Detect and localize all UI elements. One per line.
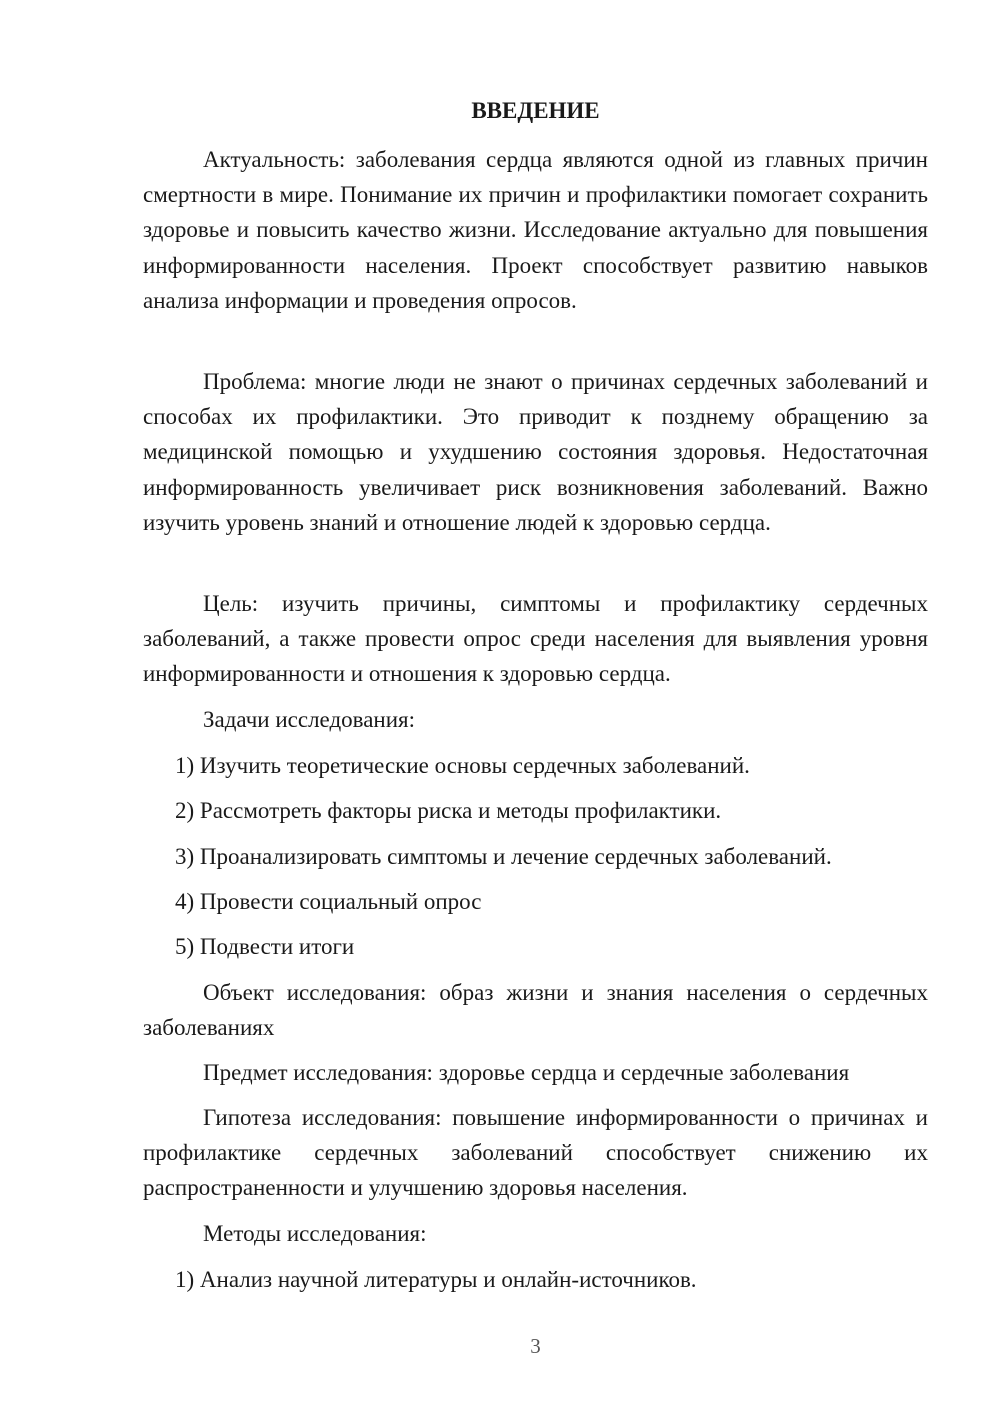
hypothesis-paragraph: Гипотеза исследования: повышение информированности о причинах и профилактике сердечных заболеваний способствует снижению их распространенности и улучшению здоровья населения. xyxy=(143,1105,928,1201)
object-paragraph: Объект исследования: образ жизни и знания населения о сердечных заболеваниях xyxy=(143,980,928,1041)
task-item: 4) Провести социальный опрос xyxy=(175,889,482,914)
subject-paragraph: Предмет исследования: здоровье сердца и сердечные заболевания xyxy=(203,1060,850,1085)
task-item: 5) Подвести итоги xyxy=(175,934,355,959)
method-item: 1) Анализ научной литературы и онлайн-источников. xyxy=(175,1267,697,1292)
task-item: 2) Рассмотреть факторы риска и методы профилактики. xyxy=(175,798,722,823)
methods-heading: Методы исследования: xyxy=(203,1221,427,1246)
task-item: 3) Проанализировать симптомы и лечение сердечных заболеваний. xyxy=(175,844,832,869)
page-number: 3 xyxy=(530,1334,541,1358)
tasks-heading: Задачи исследования: xyxy=(203,707,416,732)
document-page xyxy=(143,0,928,1414)
task-item: 1) Изучить теоретические основы сердечных заболеваний. xyxy=(175,753,750,778)
page-title: ВВЕДЕНИЕ xyxy=(471,98,600,123)
relevance-paragraph: Актуальность: заболевания сердца являются одной из главных причин смертности в мире. Понимание их причин и профилактики помогает сохранить здоровье и повысить качество жизни. Исследование актуально для повышения информированности населения. Проект способствует развитию навыков анализа информации и проведения опросов. xyxy=(143,147,928,313)
goal-paragraph: Цель: изучить причины, симптомы и профилактику сердечных заболеваний, а также провести опрос среди населения для выявления уровня информированности и отношения к здоровью сердца. xyxy=(143,591,928,687)
problem-paragraph: Проблема: многие люди не знают о причинах сердечных заболеваний и способах их профилактики. Это приводит к позднему обращению за медицинской помощью и ухудшению состояния здоровья. Недостаточная информированность увеличивает риск возникновения заболеваний. Важно изучить уровень знаний и отношение людей к здоровью сердца. xyxy=(143,369,928,535)
